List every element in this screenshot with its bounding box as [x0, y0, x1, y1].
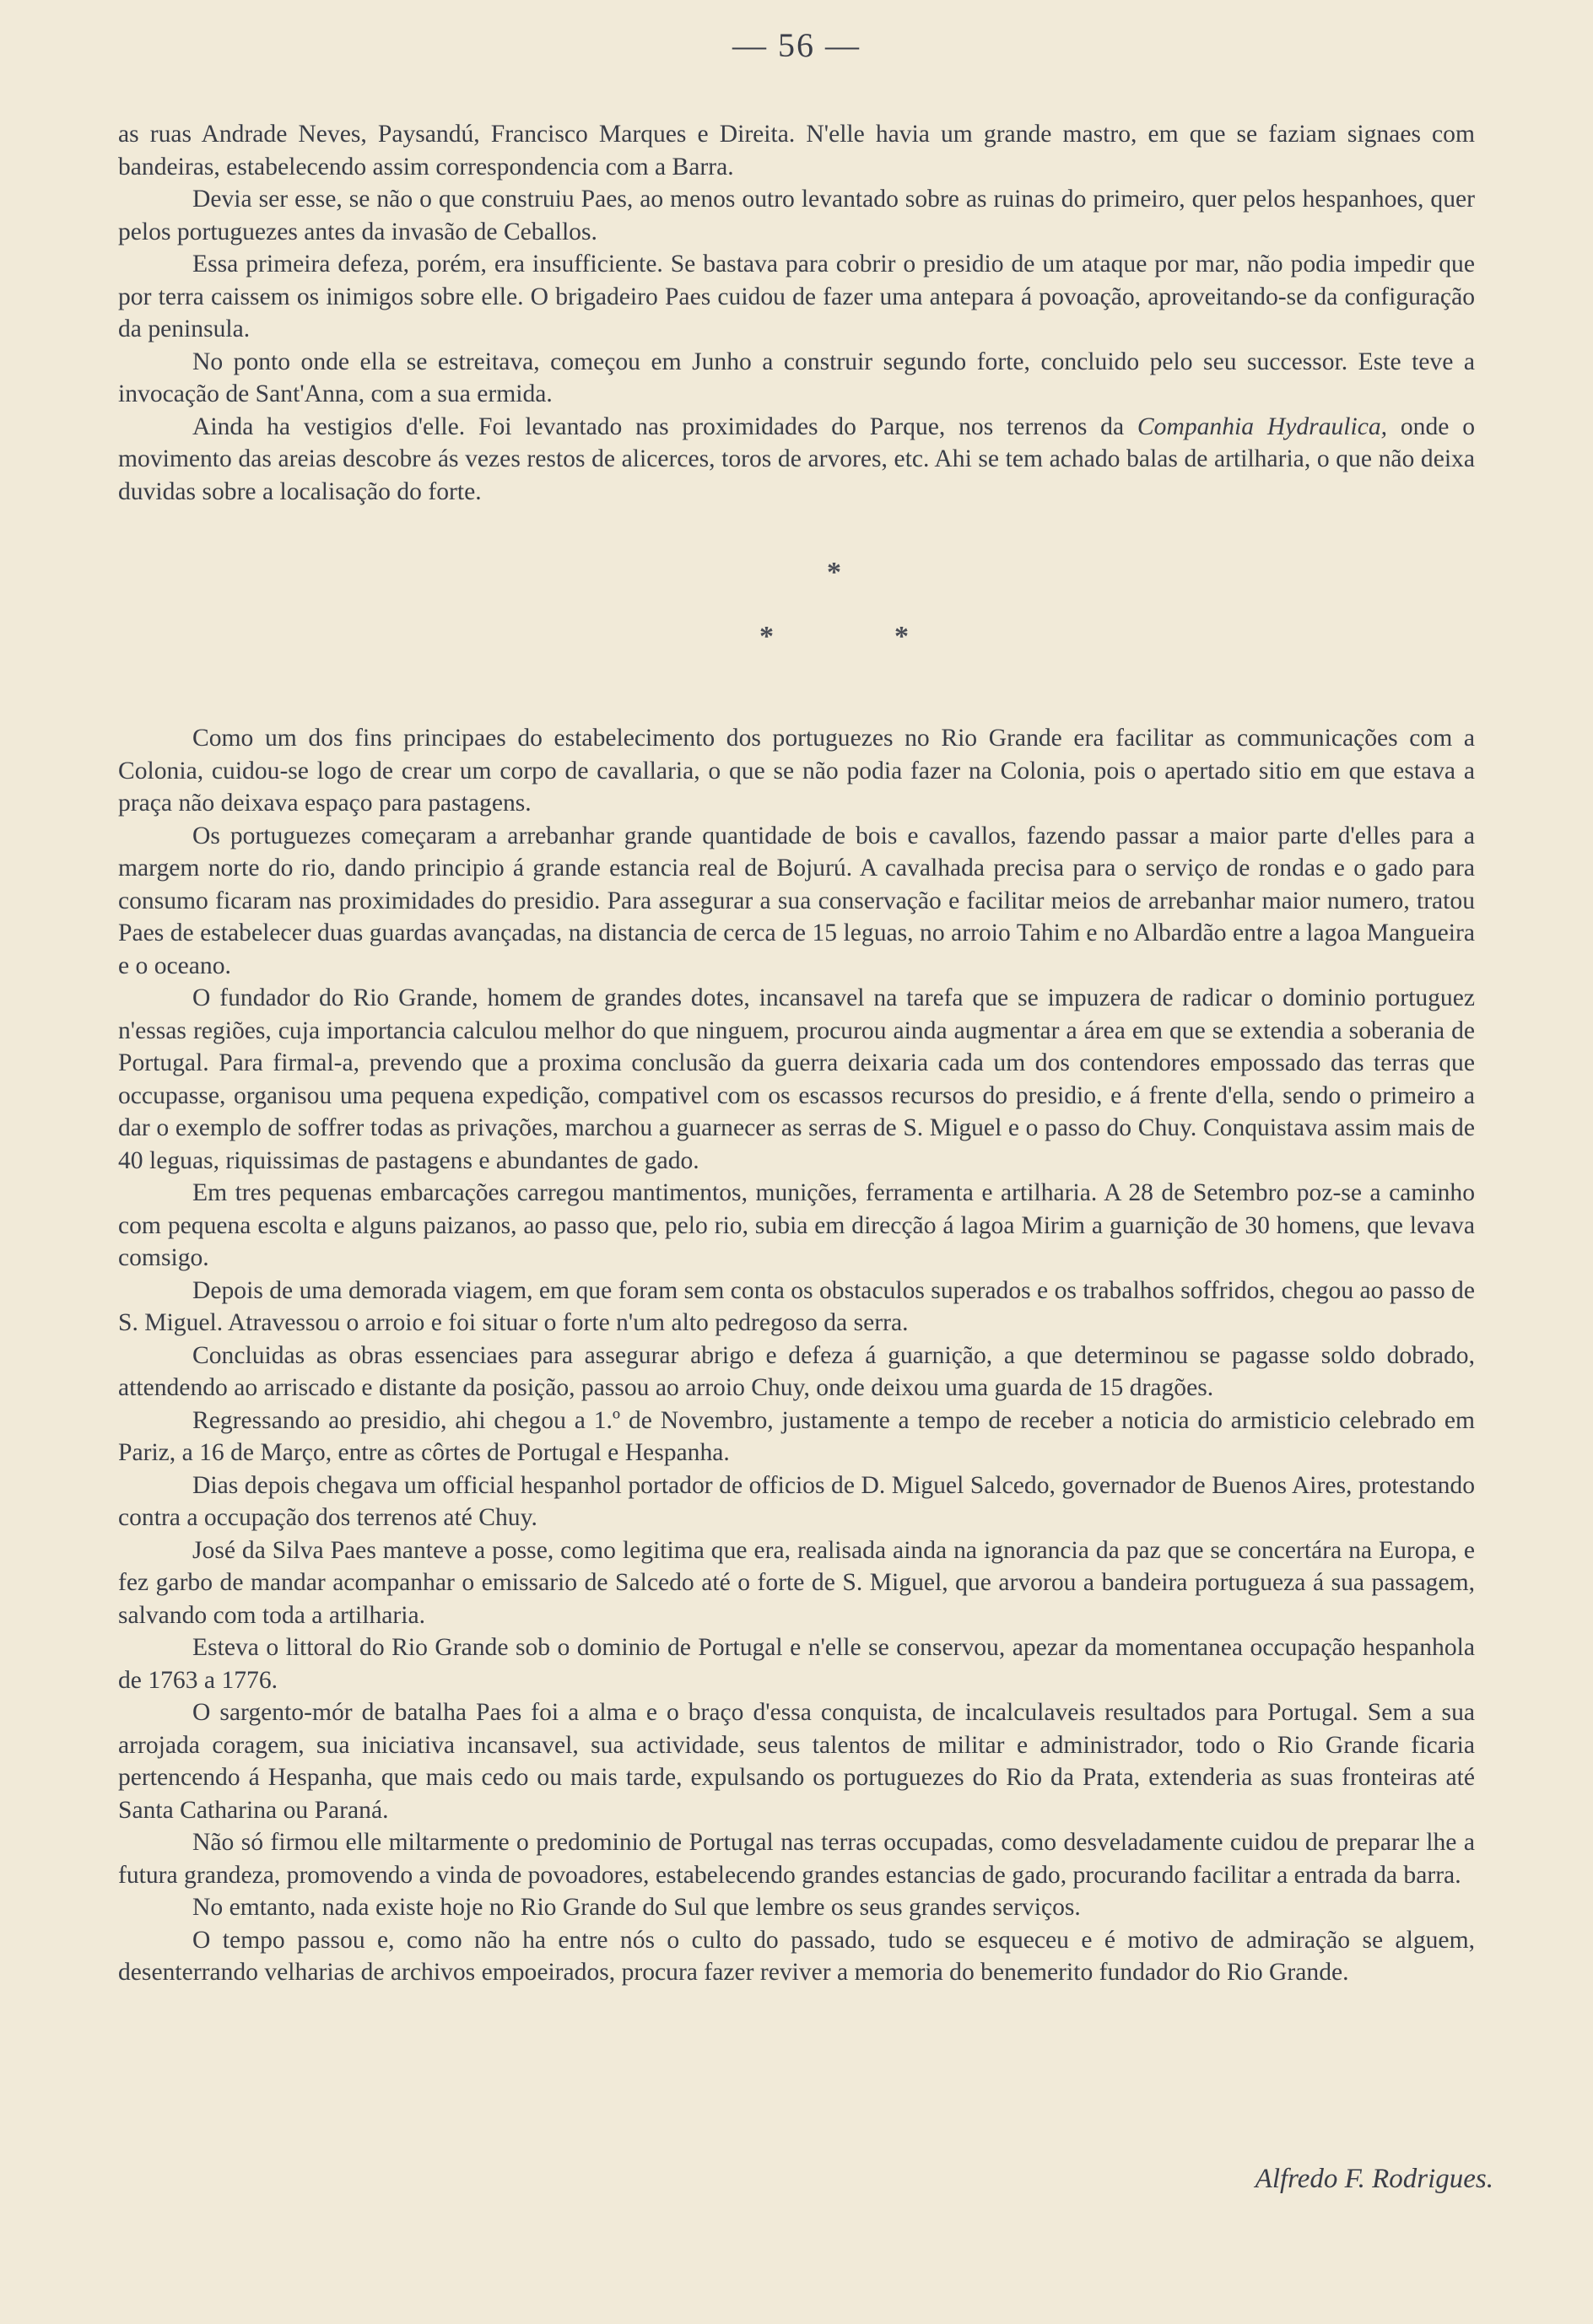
paragraph: José da Silva Paes manteve a posse, como legitima que era, realisada ainda na ignorancia da paz que se concertára na Europa, e fez garbo de mandar acompanhar o emissario de Salcedo até o forte de S. Miguel, que arvorou a bandeira portugueza á sua passagem, salvando com toda a artilharia. [118, 1536, 1475, 1629]
paragraph [118, 411, 1475, 509]
asterisk-ornament: * [894, 621, 909, 652]
paragraph: Em tres pequenas embarcações carregou mantimentos, munições, ferramenta e artilharia. A 28 de Setembro poz-se a caminho com pequena escolta e alguns paizanos, ao passo que, pelo rio, subia em direcção á lagoa Mirim a guarnição de 30 homens, que levava comsigo. [118, 1179, 1475, 1271]
paragraph: Concluidas as obras essenciaes para assegurar abrigo e defeza á guarnição, a que determinou se pagasse soldo dobrado, attendendo ao arriscado e distante da posição, passou ao arroio Chuy, onde deixou uma guarda de 15 dragões. [118, 1341, 1475, 1401]
section-2-text [118, 722, 1475, 1989]
section-separator [0, 557, 1593, 658]
paragraph: Dias depois chegava um official hespanhol portador de officios de D. Miguel Salcedo, governador de Buenos Aires, protestando contra a occupação dos terrenos até Chuy. [118, 1471, 1475, 1531]
paragraph: O fundador do Rio Grande, homem de grandes dotes, incansavel na tarefa que se impuzera de radicar o dominio portuguez n'essas regiões, cuja importancia calculou melhor do que ninguem, procurou ainda augmentar a área em que se extendia a soberania de Portugal. Para firmal-a, prevendo que a proxima conclusão da guerra deixaria cada um dos contendores empossado das terras que occupasse, organisou uma pequena expedição, compativel com os escassos recursos do presidio, e á frente d'ella, sendo o primeiro a dar o exemplo de soffrer todas as privações, marchou a guarnecer as serras de S. Miguel e o passo do Chuy. Conquistava assim mais de 40 leguas, riquissimas de pastagens e abundantes de gado. [118, 984, 1475, 1174]
paragraph: No ponto onde ella se estreitava, começou em Junho a construir segundo forte, concluido pelo seu successor. Este teve a invocação de Sant'Anna, com a sua ermida. [118, 348, 1475, 407]
asterisk-ornament: * [827, 557, 841, 588]
paragraph: as ruas Andrade Neves, Paysandú, Francisco Marques e Direita. N'elle havia um grande mastro, em que se faziam signaes com bandeiras, estabelecendo assim correspondencia com a Barra. [118, 121, 1475, 181]
paragraph-text: onde o movimento das areias descobre ás vezes restos de alicerces, toros de arvores, etc. Ahi se tem achado balas de artilharia, o que não deixa duvidas sobre a localisação do forte. [118, 412, 1476, 505]
paragraph: Como um dos fins principaes do estabelecimento dos portuguezes no Rio Grande era facilitar as communicações com a Colonia, cuidou-se logo de crear um corpo de cavallaria, o que se não podia fazer na Colonia, pois o apertado sitio em que estava a praça não deixava espaço para pastagens. [118, 725, 1475, 817]
paragraph: Os portuguezes começaram a arrebanhar grande quantidade de bois e cavallos, fazendo passar a maior parte d'elles para a margem norte do rio, dando principio á grande estancia real de Bojurú. A cavalhada precisa para o serviço de rondas e o gado para consumo ficaram nas proximidades do presidio. Para assegurar a sua conservação e facilitar meios de arrebanhar maior numero, tratou Paes de estabelecer duas guardas avançadas, na distancia de cerca de 15 leguas, no arroio Tahim e no Albardão entre a lagoa Mangueira e o oceano. [118, 822, 1475, 979]
author-signature: Alfredo F. Rodrigues. [1255, 2164, 1493, 2194]
paragraph: Essa primeira defeza, porém, era insufficiente. Se bastava para cobrir o presidio de um ataque por mar, não podia impedir que por terra caissem os inimigos sobre elle. O brigadeiro Paes cuidou de fazer uma antepara á povoação, aproveitando-se da configuração da peninsula. [118, 251, 1475, 342]
paragraph: O tempo passou e, como não ha entre nós o culto do passado, tudo se esqueceu e é motivo de admiração se alguem, desenterrando velharias de archivos empoeirados, procura fazer reviver a memoria do benemerito fundador do Rio Grande. [118, 1926, 1475, 1986]
company-name: Companhia Hydraulica, [1137, 412, 1388, 440]
paragraph: O sargento-mór de batalha Paes foi a alma e o braço d'essa conquista, de incalculaveis resultados para Portugal. Sem a sua arrojada coragem, sua iniciativa incansavel, sua actividade, seus talentos de militar e administrador, todo o Rio Grande ficaria pertencendo á Hespanha, que mais cedo ou mais tarde, expulsando os portuguezes do Rio da Prata, extenderia as suas fronteiras até Santa Catharina ou Paraná. [118, 1699, 1475, 1824]
section-1-text [118, 118, 1475, 508]
paragraph: Devia ser esse, se não o que construiu Paes, ao menos outro levantado sobre as ruinas do primeiro, quer pelos hespanhoes, quer pelos portuguezes antes da invasão de Ceballos. [118, 186, 1475, 245]
paragraph: Depois de uma demorada viagem, em que foram sem conta os obstaculos superados e os trabalhos soffridos, chegou ao passo de S. Miguel. Atravessou o arroio e foi situar o forte n'um alto pedregoso da serra. [118, 1276, 1475, 1336]
page-number: — 56 — [732, 26, 861, 64]
paragraph: No emtanto, nada existe hoje no Rio Grande do Sul que lembre os seus grandes serviços. [192, 1894, 1081, 1921]
asterisk-ornament: * [759, 621, 774, 652]
paragraph-text: Ainda ha vestigios d'elle. Foi levantado nas proximidades do Parque, nos terrenos da [192, 412, 1137, 440]
paragraph: Regressando ao presidio, ahi chegou a 1.º de Novembro, justamente a tempo de receber a noticia do armisticio celebrado em Pariz, a 16 de Março, entre as côrtes de Portugal e Hespanha. [118, 1406, 1475, 1466]
paragraph: Esteva o littoral do Rio Grande sob o dominio de Portugal e n'elle se conservou, apezar da momentanea occupação hespanhola de 1763 a 1776. [118, 1634, 1475, 1694]
paragraph: Não só firmou elle miltarmente o predominio de Portugal nas terras occupadas, como desveladamente cuidou de preparar lhe a futura grandeza, promovendo a vinda de povoadores, estabelecendo grandes estancias de gado, procurando facilitar a entrada da barra. [118, 1829, 1475, 1889]
